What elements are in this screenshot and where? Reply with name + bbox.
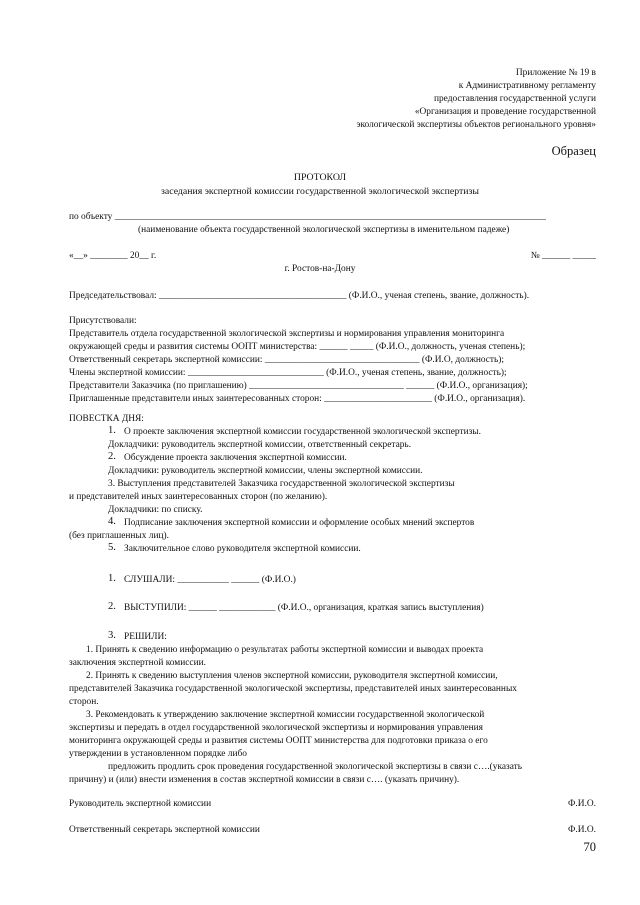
agenda-speakers: Докладчики: руководитель экспертной комиссии, члены экспертной комиссии. — [108, 466, 423, 476]
head-signature-name: Ф.И.О. — [568, 799, 596, 809]
present-line: Представители Заказчика (по приглашению) _________________________________ ______ (Ф.И.О., организация); — [69, 381, 528, 391]
sample-label: Образец — [551, 144, 596, 158]
agenda-number: 2. — [108, 451, 116, 462]
secretary-signature-label: Ответственный секретарь экспертной комиссии — [69, 825, 260, 835]
agenda-item-cont: (без приглашенных лиц). — [69, 531, 169, 541]
appendix-line-2: к Административному регламенту — [458, 81, 596, 91]
present-heading: Присутствовали: — [69, 316, 137, 326]
head-signature-label: Руководитель экспертной комиссии — [69, 799, 212, 809]
number-field: № ______ _____ — [530, 251, 596, 261]
listened-line: СЛУШАЛИ: ___________ ______ (Ф.И.О.) — [124, 575, 296, 585]
date-field: «__» ________ 20__ г. — [69, 251, 157, 261]
section-number: 3. — [108, 630, 116, 641]
agenda-item-cont: и представителей иных заинтересованных сторон (по желанию). — [69, 492, 328, 502]
appendix-line-5: экологической экспертизы объектов регионального уровня» — [356, 120, 596, 130]
agenda-item: О проекте заключения экспертной комиссии государственной экологической экспертизы. — [124, 427, 481, 437]
page-number: 70 — [583, 840, 596, 854]
agenda-item: Подписание заключения экспертной комиссии и оформление особых мнений экспертов — [124, 518, 475, 528]
agenda-heading: ПОВЕСТКА ДНЯ: — [69, 414, 144, 424]
decision-line: 3. Рекомендовать к утверждению заключение экспертной комиссии государственной экологической — [86, 710, 485, 720]
appendix-line-4: «Организация и проведение государственной — [414, 107, 596, 117]
agenda-item: Заключительное слово руководителя экспертной комиссии. — [124, 544, 361, 554]
present-line: Члены экспертной комиссии: _____________________________ (Ф.И.О., ученая степень, звание, должность); — [69, 368, 507, 378]
appendix-line-1: Приложение № 19 в — [515, 68, 596, 78]
section-number: 2. — [108, 601, 116, 612]
spoke-line: ВЫСТУПИЛИ: ______ ____________ (Ф.И.О., организация, краткая запись выступления) — [124, 603, 484, 613]
agenda-number: 4. — [108, 516, 116, 527]
decision-line: утверждении в установленном порядке либо — [69, 749, 247, 759]
present-line: Приглашенные представители иных заинтересованных сторон: _______________________ (Ф.И.О., организация). — [69, 394, 526, 404]
agenda-number: 5. — [108, 542, 116, 553]
decision-line: предложить продлить срок проведения государственной экологической экспертизы в связи с….(указать — [108, 762, 523, 772]
protocol-title: ПРОТОКОЛ — [293, 172, 347, 183]
agenda-item: 3. Выступления представителей Заказчика государственной экологической экспертизы — [108, 479, 455, 489]
decision-line: сторон. — [69, 697, 99, 707]
decision-line: заключения экспертной комиссии. — [69, 658, 206, 668]
object-line: по объекту ____________________________________________________________________________________________ — [69, 212, 546, 222]
secretary-signature-name: Ф.И.О. — [568, 825, 596, 835]
present-line: Ответственный секретарь экспертной комиссии: _________________________________ (Ф.И.О, должность); — [69, 355, 505, 365]
decision-line: представителей Заказчика государственной экологической экспертизы, представителей иных заинтересованных — [69, 684, 517, 694]
decision-line: причину) и (или) внести изменения в состав экспертной комиссии в связи с…. (указать причину). — [69, 775, 460, 785]
section-number: 1. — [108, 573, 116, 584]
appendix-line-3: предоставления государственной услуги — [433, 94, 596, 104]
decision-line: 2. Принять к сведению выступления членов экспертной комиссии, руководителя экспертной комиссии, — [86, 671, 498, 681]
agenda-speakers: Докладчики: по списку. — [108, 505, 203, 515]
object-hint: (наименование объекта государственной экологической экспертизы в именительном падеже) — [138, 225, 510, 235]
decision-line: 1. Принять к сведению информацию о результатах работы экспертной комиссии и выводах проекта — [86, 645, 484, 655]
chair-line: Председательствовал: ________________________________________ (Ф.И.О., ученая степень, звание, должность). — [69, 291, 530, 301]
protocol-subtitle: заседания экспертной комиссии государственной экологической экспертизы — [161, 186, 479, 197]
decided-heading: РЕШИЛИ: — [124, 632, 167, 642]
decision-line: мониторинга окружающей среды и развития системы ООПТ министерства для подготовки приказа о его — [69, 736, 488, 746]
present-line: Представитель отдела государственной экологической экспертизы и нормирования управления мониторинга — [69, 329, 505, 339]
city: г. Ростов-на-Дону — [284, 264, 356, 274]
agenda-speakers: Докладчики: руководитель экспертной комиссии, ответственный секретарь. — [108, 440, 412, 450]
present-line: окружающей среды и развития системы ООПТ министерства: ______ _____ (Ф.И.О., должность, ученая степень); — [69, 342, 526, 352]
agenda-item: Обсуждение проекта заключения экспертной комиссии. — [124, 453, 347, 463]
decision-line: экспертизы и передать в отдел государственной экологической экспертизы и нормирования управления — [69, 723, 483, 733]
agenda-number: 1. — [108, 425, 116, 436]
